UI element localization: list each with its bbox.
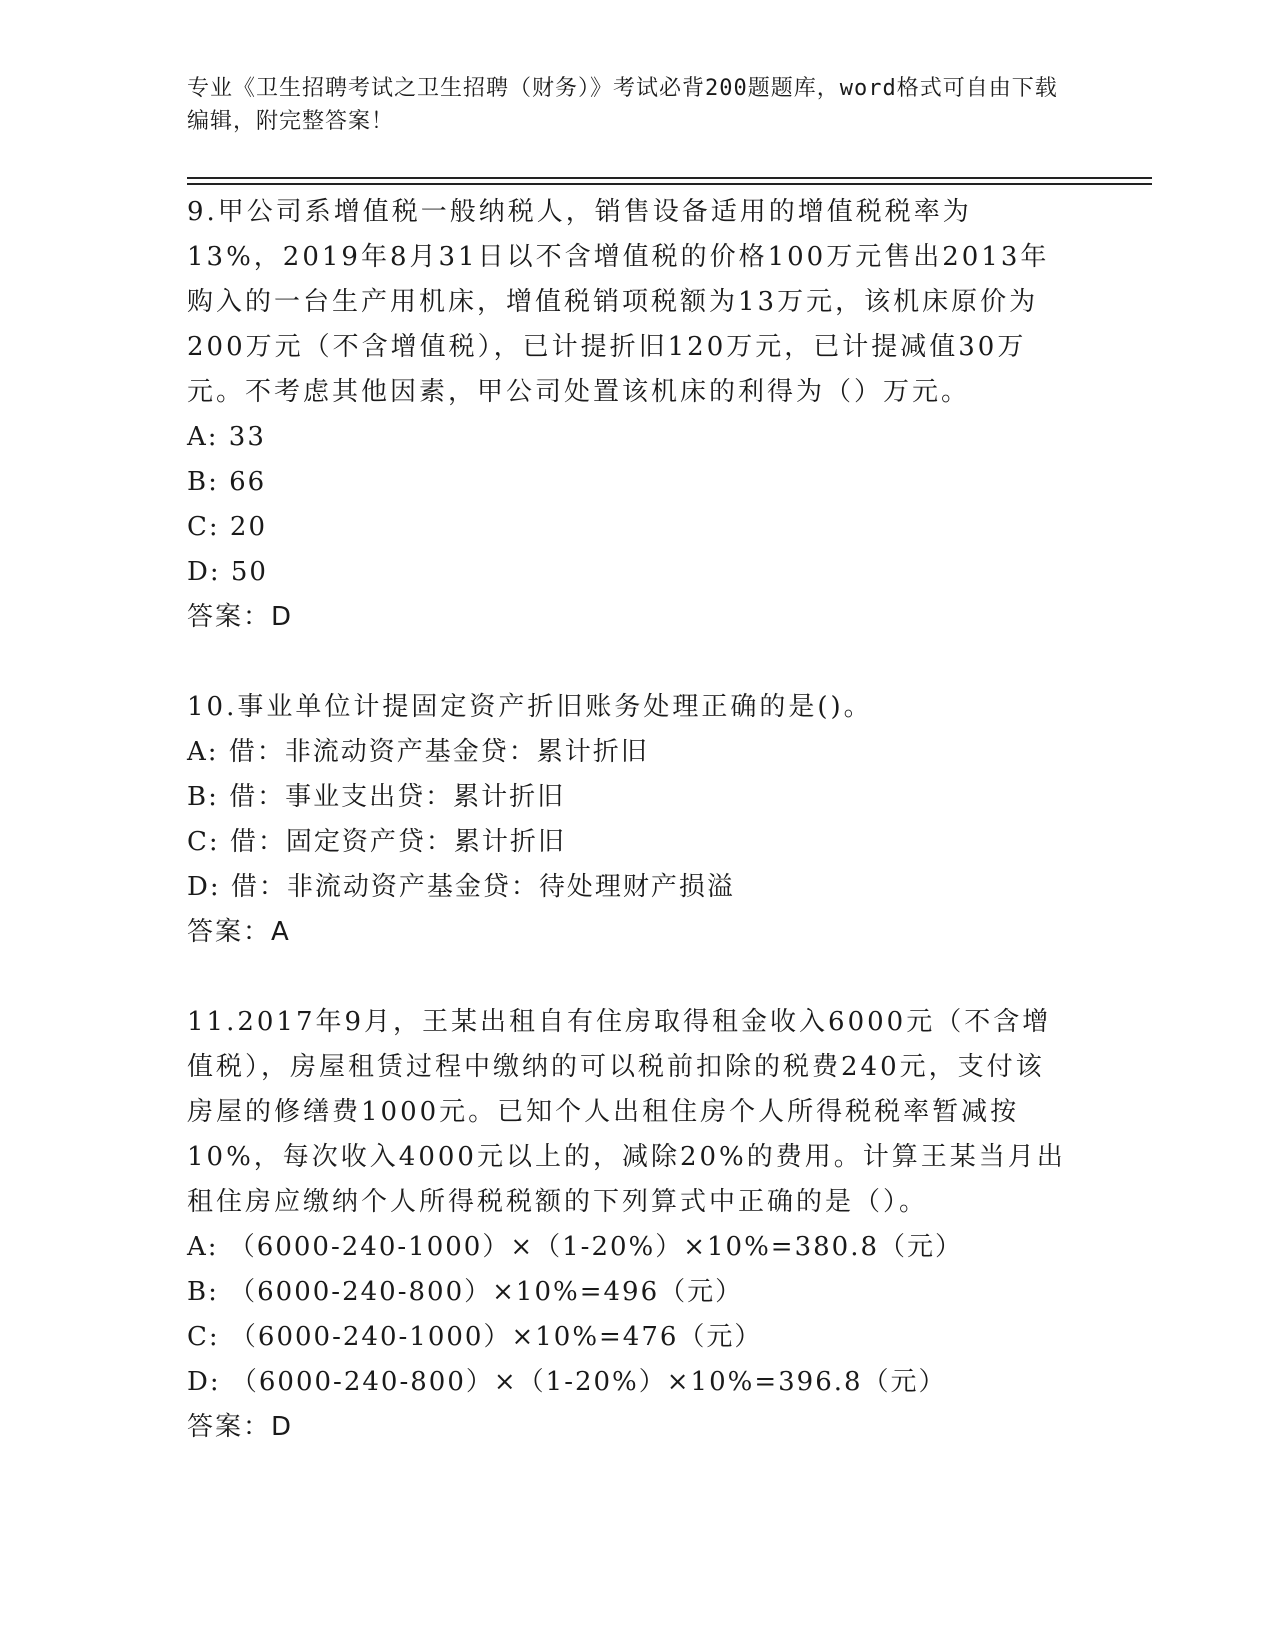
option-c: C: （6000-240-1000）×10%=476（元） bbox=[187, 1322, 763, 1352]
header-rule-bottom bbox=[187, 183, 1152, 185]
question-text: 11.2017年9月，王某出租自有住房取得租金收入6000元（不含增值税），房屋租赁过程中缴纳的可以税前扣除的税费240元，支付该房屋的修缮费1000元。已知个人出租住房个人所得税税率暂减按10%，每次收入4000元以上的，减除20%的费用。计算王某当月出租住房应缴纳个人所得税税额的下列算式中正确的是（）。 bbox=[187, 1007, 1066, 1217]
question-11 bbox=[187, 1000, 1067, 1450]
option-d: D: （6000-240-800）×（1-20%）×10%=396.8（元） bbox=[187, 1367, 947, 1397]
question-text: 10.事业单位计提固定资产折旧账务处理正确的是()。 bbox=[187, 692, 873, 722]
question-9 bbox=[187, 190, 1067, 640]
option-a: A: 33 bbox=[187, 422, 266, 452]
option-b: B: （6000-240-800）×10%=496（元） bbox=[187, 1277, 744, 1307]
header-rule-top bbox=[187, 177, 1152, 179]
question-10 bbox=[187, 685, 1067, 955]
document-header: 专业《卫生招聘考试之卫生招聘（财务）》考试必背200题题库，word格式可自由下载编辑，附完整答案！ bbox=[187, 76, 1058, 134]
option-b: B: 66 bbox=[187, 467, 267, 497]
option-c: C: 借：固定资产贷：累计折旧 bbox=[187, 827, 566, 857]
answer-line: 答案：D bbox=[187, 1412, 294, 1442]
question-list bbox=[187, 190, 1067, 1495]
option-d: D: 50 bbox=[187, 557, 268, 587]
option-d: D: 借：非流动资产基金贷：待处理财产损溢 bbox=[187, 872, 735, 902]
option-b: B: 借：事业支出贷：累计折旧 bbox=[187, 782, 566, 812]
answer-line: 答案：A bbox=[187, 917, 291, 947]
option-a: A: 借：非流动资产基金贷：累计折旧 bbox=[187, 737, 649, 767]
option-a: A: （6000-240-1000）×（1-20%）×10%=380.8（元） bbox=[187, 1232, 964, 1262]
answer-line: 答案：D bbox=[187, 602, 294, 632]
question-text: 9.甲公司系增值税一般纳税人，销售设备适用的增值税税率为13%，2019年8月31日以不含增值税的价格100万元售出2013年购入的一台生产用机床，增值税销项税额为13万元，该机床原价为200万元（不含增值税），已计提折旧120万元，已计提减值30万元。不考虑其他因素，甲公司处置该机床的利得为（）万元。 bbox=[187, 197, 1050, 407]
option-c: C: 20 bbox=[187, 512, 268, 542]
